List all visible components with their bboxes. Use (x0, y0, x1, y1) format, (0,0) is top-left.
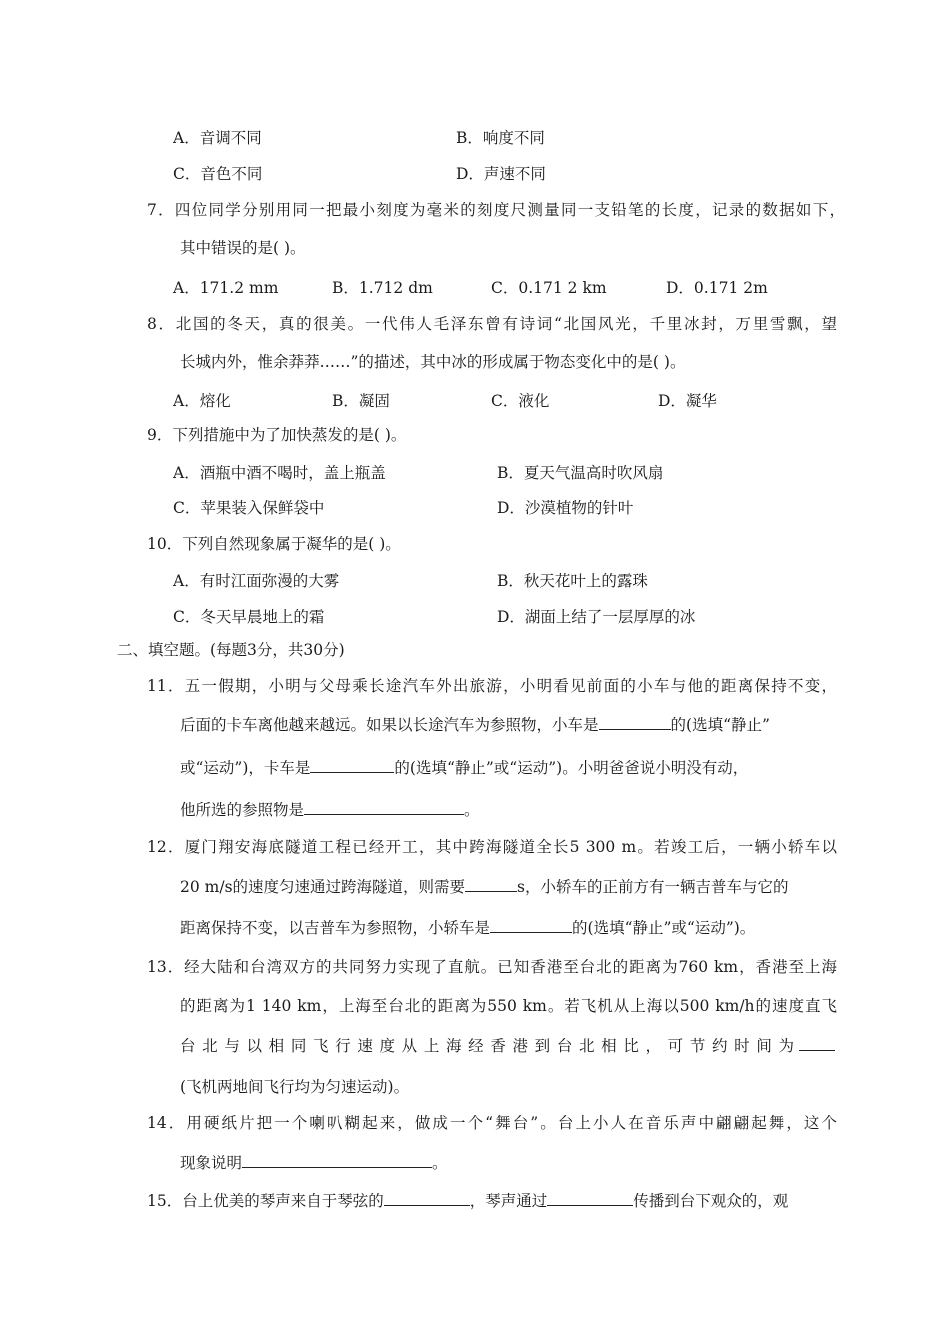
q7-option-a: A．171.2 mm (173, 279, 279, 297)
q7-option-b: B．1.712 dm (332, 279, 433, 297)
q12-stem-line1: 12．厦门翔安海底隧道工程已经开工，其中跨海隧道全长5 300 m。若竣工后，一辆小轿车以 (147, 838, 837, 856)
q8-option-d: D．凝华 (658, 392, 717, 410)
q14-stem-line2 (180, 1153, 448, 1173)
q7-stem-line2: 其中错误的是( )。 (180, 239, 306, 257)
q9-option-b: B．夏天气温高时吹风扇 (497, 464, 664, 482)
q11-line3-text-a: 或“运动”)，卡车是 (180, 759, 311, 777)
q7-stem-line1: 7．四位同学分别用同一把最小刻度为毫米的刻度尺测量同一支铅笔的长度，记录的数据如下， (147, 201, 845, 219)
q13-line3-text: 台北与以相同飞行速度从上海经香港到台北相比，可节约时间为 (180, 1037, 794, 1055)
q11-stem-line4 (180, 800, 480, 820)
q10-option-b: B．秋天花叶上的露珠 (497, 572, 648, 590)
q6-option-a: A．音调不同 (173, 129, 262, 147)
q9-option-c: C．苹果装入保鲜袋中 (173, 499, 325, 517)
q9-option-a: A．酒瓶中酒不喝时，盖上瓶盖 (173, 464, 386, 482)
q10-stem: 10．下列自然现象属于凝华的是( )。 (147, 535, 401, 553)
q15-stem-line1 (147, 1191, 788, 1211)
q14-line2-text-a: 现象说明 (180, 1154, 243, 1172)
q11-line4-text-a: 他所选的参照物是 (180, 801, 305, 819)
q12-line2-text-a: 20 m/s的速度匀速通过跨海隧道，则需要 (180, 878, 466, 896)
q10-option-c: C．冬天早晨地上的霜 (173, 608, 325, 626)
q11-blank-3[interactable] (304, 800, 464, 815)
q14-line2-text-b: 。 (432, 1154, 448, 1172)
q10-option-d: D．湖面上结了一层厚厚的冰 (497, 608, 696, 626)
q6-option-d: D．声速不同 (456, 165, 546, 183)
q6-option-b: B．响度不同 (456, 129, 545, 147)
q8-option-a: A．熔化 (173, 392, 231, 410)
q11-line2-text-a: 后面的卡车离他越来越远。如果以长途汽车为参照物，小车是 (180, 716, 599, 734)
q15-line1-text-a: 15．台上优美的琴声来自于琴弦的 (147, 1192, 384, 1210)
q8-option-c: C．液化 (491, 392, 550, 410)
q11-blank-2[interactable] (310, 758, 394, 773)
q12-stem-line3 (180, 918, 755, 938)
q15-blank-2[interactable] (547, 1191, 633, 1206)
q8-option-b: B．凝固 (332, 392, 390, 410)
q10-option-a: A．有时江面弥漫的大雾 (173, 572, 340, 590)
q14-blank-1[interactable] (242, 1153, 432, 1168)
q12-line3-text-b: 的(选填“静止”或“运动”)。 (572, 919, 756, 937)
q11-blank-1[interactable] (599, 715, 671, 730)
q7-option-d: D．0.171 2m (666, 279, 768, 297)
q14-stem-line1: 14．用硬纸片把一个喇叭糊起来，做成一个“舞台”。台上小人在音乐声中翩翩起舞，这个 (147, 1114, 837, 1132)
q15-line1-text-c: 传播到台下观众的，观 (633, 1192, 789, 1210)
q9-stem: 9．下列措施中为了加快蒸发的是( )。 (147, 426, 407, 444)
q11-line4-text-b: 。 (464, 801, 480, 819)
q8-stem-line1: 8．北国的冬天，真的很美。一代伟人毛泽东曾有诗词“北国风光，千里冰封，万里雪飘，望 (147, 315, 837, 333)
q13-blank-1[interactable] (799, 1036, 835, 1051)
q11-line2-text-b: 的(选填“静止” (670, 716, 770, 734)
q13-stem-line1: 13．经大陆和台湾双方的共同努力实现了直航。已知香港至台北的距离为760 km，香港至上海 (147, 958, 837, 976)
q12-line3-text-a: 距离保持不变，以吉普车为参照物，小轿车是 (180, 919, 491, 937)
q13-stem-line2: 的距离为1 140 km，上海至台北的距离为550 km。若飞机从上海以500 km/h的速度直飞 (180, 997, 837, 1015)
q9-option-d: D．沙漠植物的针叶 (497, 499, 634, 517)
q11-line3-text-b: 的(选填“静止”或“运动”)。小明爸爸说小明没有动， (394, 759, 749, 777)
q7-option-c: C．0.171 2 km (491, 279, 607, 297)
q11-stem-line1: 11．五一假期，小明与父母乘长途汽车外出旅游，小明看见前面的小车与他的距离保持不变， (147, 677, 837, 695)
q12-blank-2[interactable] (490, 918, 572, 933)
q12-stem-line2 (180, 877, 789, 897)
q15-blank-1[interactable] (384, 1191, 470, 1206)
q13-stem-line3 (180, 1036, 837, 1056)
q13-stem-line4: (飞机两地间飞行均为匀速运动)。 (180, 1078, 410, 1096)
q11-stem-line2 (180, 715, 770, 735)
q6-option-c: C．音色不同 (173, 165, 263, 183)
q12-line2-text-b: s，小轿车的正前方有一辆吉普车与它的 (517, 878, 789, 896)
q8-stem-line2: 长城内外，惟余莽莽……”的描述，其中冰的形成属于物态变化中的是( )。 (180, 353, 686, 371)
q11-stem-line3 (180, 758, 748, 778)
q12-blank-1[interactable] (465, 877, 517, 892)
q15-line1-text-b: ，琴声通过 (469, 1192, 548, 1210)
section2-heading: 二、填空题。(每题3分，共30分) (117, 641, 345, 659)
